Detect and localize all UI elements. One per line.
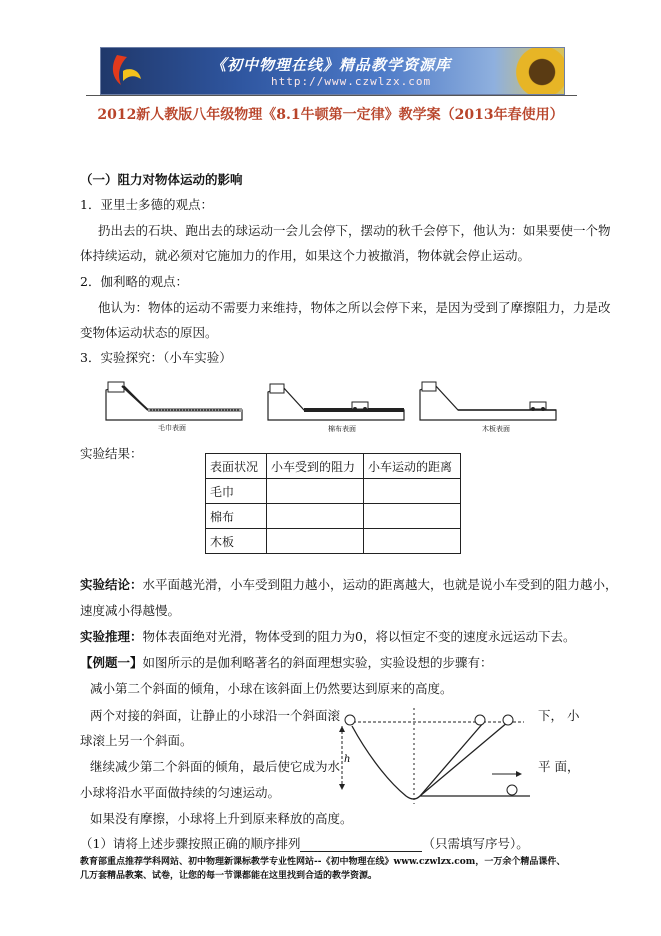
- figure-cotton: [266, 382, 406, 438]
- step-2c: 球滚上另一个斜面。: [80, 733, 193, 748]
- table-row: [206, 504, 461, 529]
- step-2b: 下， 小: [538, 708, 580, 723]
- inference-text: 物体表面绝对光滑，物体受到的阻力为0，将以恒定不变的速度永远运动下去。: [142, 629, 576, 644]
- caption-towel: 毛巾表面: [158, 424, 186, 432]
- ball-icon: [507, 785, 517, 795]
- banner-title: 《初中物理在线》精品教学资源库: [211, 56, 452, 74]
- figure-towel: [104, 376, 244, 438]
- step-3b: 平 面，: [538, 759, 580, 774]
- cell-blank[interactable]: [267, 529, 364, 554]
- ramp-wood-icon: [418, 378, 558, 422]
- banner-url[interactable]: http://www.czwlzx.com: [271, 75, 432, 88]
- conclusion-line-1: [80, 577, 618, 593]
- step-2a: 两个对接的斜面，让静止的小球沿一个斜面滚: [90, 708, 341, 723]
- height-label: h: [344, 754, 351, 765]
- galileo-text-2: 变物体运动状态的原因。: [80, 325, 218, 340]
- result-label: 实验结果：: [80, 446, 143, 461]
- header-surface: 表面状况: [206, 454, 267, 479]
- conclusion-text-1: 水平面越光滑，小车受到阻力越小，运动的距离越大，也就是说小车受到的阻力越小，: [142, 577, 618, 592]
- step-3c: 小球将沿水平面做持续的匀速运动。: [80, 785, 281, 800]
- step-1: 减小第二个斜面的倾角，小球在该斜面上仍然要达到原来的高度。: [90, 681, 453, 696]
- cell-blank[interactable]: [267, 504, 364, 529]
- caption-cotton: 棉布表面: [328, 425, 356, 433]
- step-4: 如果没有摩擦，小球将上升到原来释放的高度。: [90, 811, 353, 826]
- table-row: [206, 529, 461, 554]
- header-distance: 小车运动的距离: [364, 454, 461, 479]
- row-label-towel: 毛巾: [206, 479, 267, 504]
- site-logo-icon: [107, 51, 145, 89]
- cell-blank[interactable]: [267, 479, 364, 504]
- ball-icon: [475, 715, 485, 725]
- arrow-right-icon: [516, 771, 522, 777]
- conclusion-label: 实验结论：: [80, 577, 143, 592]
- footer-line-2: 几万套精品教案、试卷，让您的每一节课都能在这里找到合适的教学资源。: [80, 871, 378, 881]
- footer-line-1: 教育部重点推荐学科网站、初中物理新课标教学专业性网站--《初中物理在线》www.czwlzx.com，一万余个精品课件、: [80, 857, 566, 867]
- result-table: [205, 453, 461, 554]
- cell-blank[interactable]: [364, 529, 461, 554]
- ramp-towel-icon: [104, 376, 244, 422]
- section-heading: （一）阻力对物体运动的影响: [80, 172, 243, 187]
- galileo-text-1: 他认为：物体的运动不需要力来维持，物体之所以会停下来，是因为受到了摩擦阻力，力是改: [98, 300, 611, 315]
- inference-line: [80, 629, 575, 645]
- galileo-label: 2．伽利略的观点：: [80, 274, 188, 289]
- sunflower-icon: [512, 47, 565, 95]
- question-1-hint: （只需填写序号）。: [422, 836, 529, 851]
- header-rule: [86, 95, 577, 96]
- conclusion-text-2: 速度减小得越慢。: [80, 603, 181, 618]
- inclined-plane-figure: [334, 708, 534, 808]
- example-intro-line: [80, 655, 493, 671]
- experiment-label: 3．实验探究：（小车实验）: [80, 350, 232, 365]
- question-1-text: （1）请将上述步骤按照正确的顺序排列: [80, 836, 301, 851]
- table-row: [206, 479, 461, 504]
- document-title: 2012新人教版八年级物理《8.1牛顿第一定律》教学案（2013年春使用）: [97, 107, 564, 123]
- row-label-wood: 木板: [206, 529, 267, 554]
- example-intro: 如图所示的是伽利略著名的斜面理想实验，实验设想的步骤有：: [142, 655, 493, 670]
- ball-start-icon: [345, 715, 355, 725]
- answer-blank[interactable]: [300, 839, 422, 852]
- cell-blank[interactable]: [364, 504, 461, 529]
- header-banner: [100, 47, 565, 95]
- aristotle-label: 1．亚里士多德的观点：: [80, 197, 213, 212]
- aristotle-text-2: 体持续运动，就必须对它施加力的作用，如果这个力被撤消，物体就会停止运动。: [80, 248, 531, 263]
- example-label: 【例题一】: [80, 655, 143, 670]
- header-friction: 小车受到的阻力: [267, 454, 364, 479]
- cell-blank[interactable]: [364, 479, 461, 504]
- row-label-cotton: 棉布: [206, 504, 267, 529]
- figure-wood: [418, 378, 558, 438]
- question-1: [80, 836, 529, 852]
- inference-label: 实验推理：: [80, 629, 143, 644]
- ball-icon: [503, 715, 513, 725]
- table-header-row: [206, 454, 461, 479]
- caption-wood: 木板表面: [482, 425, 510, 433]
- ramp-cotton-icon: [266, 382, 406, 422]
- step-3a: 继续减少第二个斜面的倾角，最后使它成为水: [90, 759, 341, 774]
- aristotle-text-1: 扔出去的石块、跑出去的球运动一会儿会停下，摆动的秋千会停下，他认为：如果要使一个物: [98, 223, 611, 238]
